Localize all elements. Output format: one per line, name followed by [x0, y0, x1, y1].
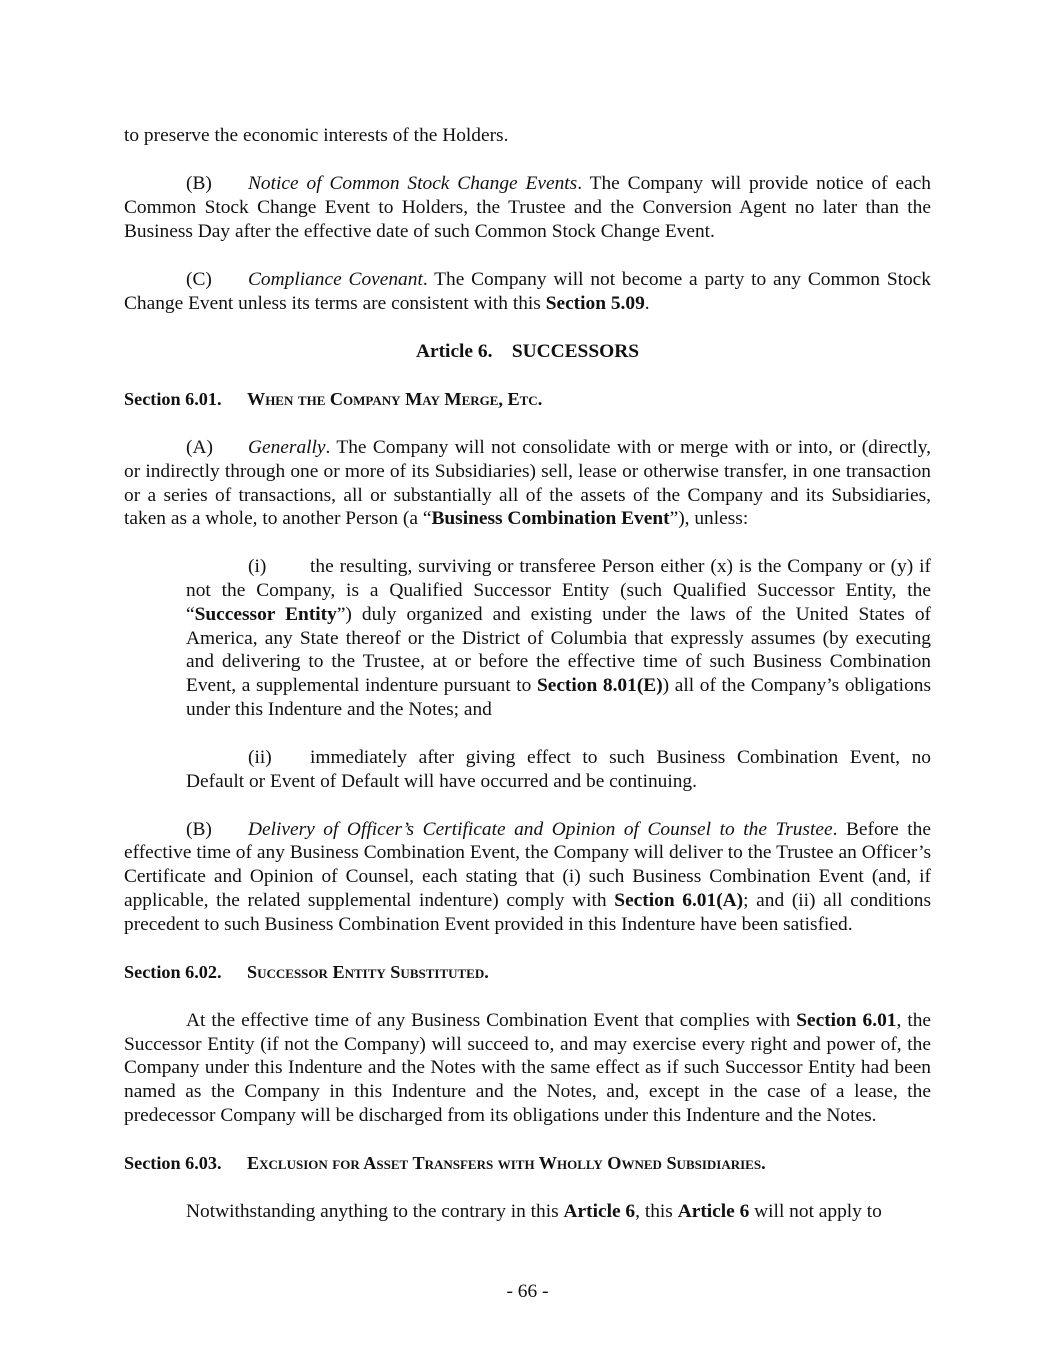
section-6-02-heading: Section 6.02. Successor Entity Substituted. — [124, 961, 489, 982]
paragraph-notice-of-change-events: (B) Notice of Common Stock Change Events. The Company will provide notice of each Common Stock Change Event to Holders, the Trustee and the Conversion Agent no later than the Business Day after the effective date of such Common Stock Change Event. — [124, 173, 931, 242]
page-number: - 66 - — [506, 1281, 549, 1302]
section-reference: Section 5.09 — [545, 292, 645, 314]
clause-label: (B) — [186, 818, 212, 840]
defined-term: Successor Entity — [194, 603, 337, 625]
paragraph-6-01-a-ii: (ii) immediately after giving effect to such Business Combination Event, no Default or Event of Default will have occurred and be continuing. — [186, 746, 931, 792]
paragraph-6-03: Notwithstanding anything to the contrary in this Article 6, this Article 6 will not apply to — [186, 1201, 882, 1223]
article-heading: Article 6. SUCCESSORS — [415, 340, 639, 362]
clause-title: Compliance Covenant — [248, 268, 423, 290]
section-reference: Section 6.01 — [796, 1009, 897, 1031]
clause-label: (i) — [248, 556, 267, 578]
article-reference: Article 6 — [677, 1201, 750, 1223]
section-6-01-heading: Section 6.01. When the Company May Merge, Etc. — [124, 388, 543, 409]
section-reference: Section 6.01(A) — [614, 889, 744, 911]
paragraph-compliance-covenant: (C) Compliance Covenant. The Company will not become a party to any Common Stock Change Event unless its terms are consistent with this Section 5.09. — [124, 268, 931, 314]
section-reference: Section 8.01(E) — [536, 674, 663, 696]
carryover-text: to preserve the economic interests of the Holders. — [124, 125, 509, 146]
defined-term: Business Combination Event — [431, 508, 670, 530]
article-reference: Article 6 — [563, 1201, 636, 1223]
clause-title: Notice of Common Stock Change Events — [248, 173, 578, 195]
document-page — [124, 124, 931, 1224]
paragraph-6-01-b: (B) Delivery of Officer’s Certificate and Opinion of Counsel to the Trustee. Before the effective time of any Business Combination Event, the Company will deliver to the Trustee an Officer’s Certificate and Opinion of Counsel, each stating that (i) such Business Combination Event (and, if applicable, the related supplemental indenture) comply with Section 6.01(A); and (ii) all conditions precedent to such Business Combination Event provided in this Indenture have been satisfied. — [124, 818, 932, 935]
clause-label: (B) — [186, 173, 212, 195]
paragraph-6-01-a-i: (i) the resulting, surviving or transferee Person either (x) is the Company or (y) if not the Company, is a Qualified Successor Entity (such Qualified Successor Entity, the “Successor Entity”) duly organized and existing under the laws of the United States of America, any State thereof or the District of Columbia that expressly assumes (by executing and delivering to the Trustee, at or before the effective time of such Business Combination Event, a supplemental indenture pursuant to Section 8.01(E)) all of the Company’s obligations under this Indenture and the Notes; and — [186, 556, 932, 720]
clause-title: Generally — [248, 437, 326, 459]
clause-label: (C) — [186, 268, 212, 290]
clause-title: Delivery of Officer’s Certificate and Opinion of Counsel to the Trustee — [248, 818, 833, 840]
paragraph-6-02: At the effective time of any Business Combination Event that complies with Section 6.01, the Successor Entity (if not the Company) will succeed to, and may exercise every right and power of, the Company under this Indenture and the Notes with the same effect as if such Successor Entity had been named as the Company in this Indenture and the Notes, and, except in the case of a lease, the predecessor Company will be discharged from its obligations under this Indenture and the Notes. — [124, 1009, 932, 1126]
clause-label: (A) — [186, 437, 213, 459]
clause-label: (ii) — [248, 746, 272, 768]
section-6-03-heading: Section 6.03. Exclusion for Asset Transfers with Wholly Owned Subsidiaries. — [124, 1153, 766, 1173]
paragraph-6-01-a: (A) Generally. The Company will not consolidate with or merge with or into, or (directly, or indirectly through one or more of its Subsidiaries) sell, lease or otherwise transfer, in one transaction or a series of transactions, all or substantially all of the assets of the Company and its Subsidiaries, taken as a whole, to another Person (a “Business Combination Event”), unless: — [124, 437, 931, 530]
